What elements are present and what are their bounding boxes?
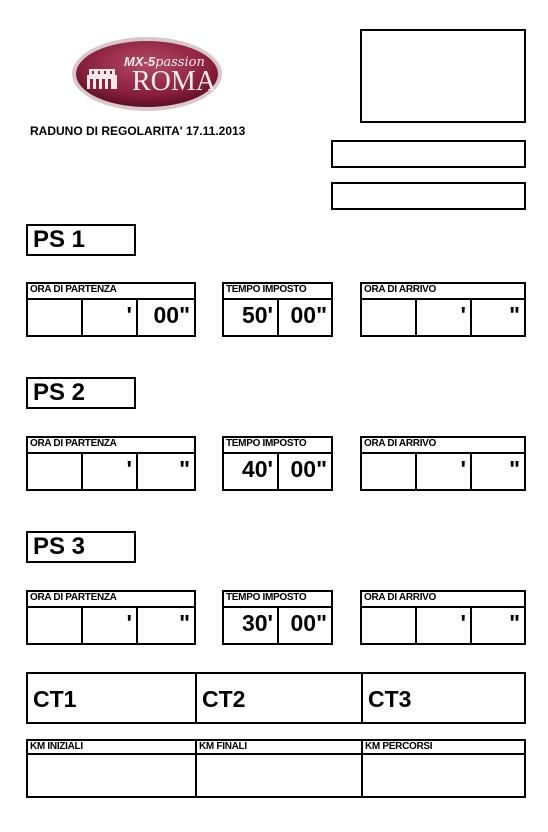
departure-time-cell[interactable]: ' bbox=[83, 452, 138, 489]
imposed-time-cell[interactable]: 00" bbox=[290, 302, 327, 328]
arrival-time-header: ORA DI ARRIVO bbox=[362, 592, 524, 608]
section-label-ps3: PS 3 bbox=[26, 531, 136, 563]
arrival-time-cell[interactable]: " bbox=[509, 610, 520, 636]
imposed-time-header: TEMPO IMPOSTO bbox=[224, 592, 331, 608]
logo-passion-text: passion bbox=[155, 55, 205, 70]
departure-time-header: ORA DI PARTENZA bbox=[28, 592, 194, 608]
imposed-time-table bbox=[222, 436, 333, 491]
departure-time-cell[interactable]: ' bbox=[83, 298, 138, 335]
imposed-time-table bbox=[222, 282, 333, 337]
departure-time-cell[interactable]: " bbox=[179, 610, 190, 636]
arrival-time-cell[interactable]: ' bbox=[417, 606, 472, 643]
km-total-field[interactable] bbox=[363, 755, 524, 796]
departure-time-table bbox=[26, 282, 196, 337]
ct1-cell[interactable]: CT1 bbox=[28, 674, 197, 722]
checkpoint-row bbox=[26, 672, 526, 724]
arrival-time-header: ORA DI ARRIVO bbox=[362, 284, 524, 300]
km-initial-header: KM INIZIALI bbox=[28, 741, 197, 755]
imposed-time-header: TEMPO IMPOSTO bbox=[224, 284, 331, 300]
imposed-time-table bbox=[222, 590, 333, 645]
departure-time-cell[interactable] bbox=[28, 452, 83, 489]
arrival-time-cell[interactable] bbox=[362, 606, 417, 643]
section-label-ps1: PS 1 bbox=[26, 224, 136, 256]
imposed-time-cell[interactable]: 30' bbox=[224, 606, 279, 643]
event-title: RADUNO DI REGOLARITA' 17.11.2013 bbox=[30, 124, 246, 138]
imposed-time-cell[interactable]: 40' bbox=[224, 452, 279, 489]
section-label-ps2: PS 2 bbox=[26, 377, 136, 409]
ct3-cell[interactable]: CT3 bbox=[368, 686, 412, 712]
departure-time-header: ORA DI PARTENZA bbox=[28, 438, 194, 454]
arrival-time-cell[interactable]: ' bbox=[417, 452, 472, 489]
departure-time-table bbox=[26, 436, 196, 491]
ct2-cell[interactable]: CT2 bbox=[197, 674, 363, 722]
arrival-time-cell[interactable]: " bbox=[509, 302, 520, 328]
arrival-time-cell[interactable] bbox=[362, 298, 417, 335]
km-initial-field[interactable] bbox=[28, 755, 197, 796]
km-table bbox=[26, 739, 526, 798]
departure-time-cell[interactable]: 00" bbox=[153, 302, 190, 328]
departure-time-cell[interactable] bbox=[28, 298, 83, 335]
departure-time-table bbox=[26, 590, 196, 645]
imposed-time-cell[interactable]: 00" bbox=[290, 610, 327, 636]
car-number-field[interactable] bbox=[331, 182, 526, 210]
km-final-header: KM FINALI bbox=[197, 741, 363, 755]
departure-time-cell[interactable]: ' bbox=[83, 606, 138, 643]
km-final-field[interactable] bbox=[197, 755, 363, 796]
arrival-time-header: ORA DI ARRIVO bbox=[362, 438, 524, 454]
imposed-time-cell[interactable]: 00" bbox=[290, 456, 327, 482]
departure-time-header: ORA DI PARTENZA bbox=[28, 284, 194, 300]
imposed-time-header: TEMPO IMPOSTO bbox=[224, 438, 331, 454]
imposed-time-cell[interactable]: 50' bbox=[224, 298, 279, 335]
km-total-header: KM PERCORSI bbox=[363, 741, 524, 755]
logo-mx5-text: MX-5 bbox=[124, 54, 156, 69]
arrival-time-table bbox=[360, 436, 526, 491]
arrival-time-cell[interactable]: " bbox=[509, 456, 520, 482]
departure-time-cell[interactable]: " bbox=[179, 456, 190, 482]
departure-time-cell[interactable] bbox=[28, 606, 83, 643]
arrival-time-cell[interactable]: ' bbox=[417, 298, 472, 335]
arrival-time-table bbox=[360, 282, 526, 337]
crew-name-field[interactable] bbox=[331, 140, 526, 168]
photo-box bbox=[360, 29, 526, 123]
logo-roma-text: ROMA bbox=[132, 66, 217, 97]
arrival-time-table bbox=[360, 590, 526, 645]
arrival-time-cell[interactable] bbox=[362, 452, 417, 489]
event-logo bbox=[70, 35, 224, 113]
